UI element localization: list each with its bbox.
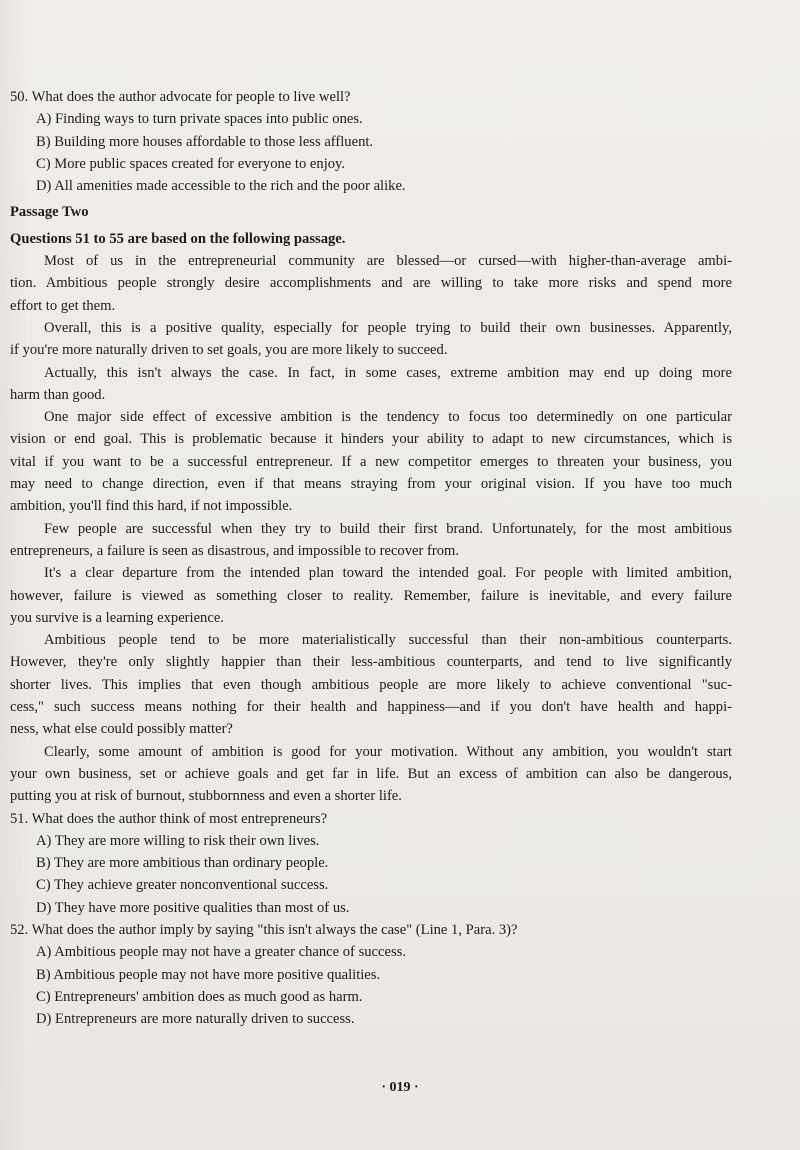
question-50-stem: 50. What does the author advocate for people to live well? (10, 89, 351, 105)
paragraph-7 (10, 629, 732, 740)
paragraph-line: vital if you want to be a successful entrepreneur. If a new competitor emerges to threaten your business, you (10, 453, 732, 470)
paragraph-line: harm than good. (10, 386, 106, 403)
page-number: · 019 · (381, 1080, 419, 1095)
paragraph-line: Overall, this is a positive quality, especially for people trying to build their own businesses. Apparently, (44, 319, 732, 336)
question-52-option-a: A) Ambitious people may not have a greater chance of success. (36, 944, 406, 961)
paragraph-line: tion. Ambitious people strongly desire accomplishments and are willing to take more risks and spend more (10, 275, 732, 292)
question-51-option-a: A) They are more willing to risk their own lives. (36, 832, 320, 849)
question-52-option-c: C) Entrepreneurs' ambition does as much good as harm. (36, 988, 363, 1005)
question-51-option-b: B) They are more ambitious than ordinary people. (36, 855, 329, 872)
paragraph-2 (10, 317, 732, 362)
paragraph-line: ness, what else could possibly matter? (10, 721, 233, 738)
paragraph-line: shorter lives. This implies that even though ambitious people are more likely to achieve conventional "suc- (10, 676, 732, 693)
paragraph-line: may need to change direction, even if that means straying from your original vision. If you have too much (10, 476, 732, 493)
question-50-option-c: C) More public spaces created for everyone to enjoy. (36, 155, 346, 172)
paragraph-line: your own business, set or achieve goals and get far in life. But an excess of ambition can also be dangerous, (10, 765, 732, 782)
paragraph-line: Clearly, some amount of ambition is good for your motivation. Without any ambition, you wouldn't start (44, 743, 732, 760)
paragraph-6 (10, 562, 732, 629)
paragraph-line: putting you at risk of burnout, stubbornness and even a shorter life. (10, 788, 402, 805)
question-52-option-d: D) Entrepreneurs are more naturally driven to success. (36, 1011, 355, 1028)
passage-instructions: Questions 51 to 55 are based on the following passage. (10, 230, 346, 247)
paragraph-line: you survive is a learning experience. (10, 609, 224, 626)
passage-heading: Passage Two (10, 204, 89, 221)
page-content (10, 86, 732, 1030)
paragraph-line: Few people are successful when they try to build their first brand. Unfortunately, for the most ambitious (44, 520, 732, 537)
paragraph-5 (10, 518, 732, 563)
question-50-option-a: A) Finding ways to turn private spaces into public ones. (36, 111, 363, 128)
question-50 (10, 86, 732, 197)
paragraph-1 (10, 250, 732, 317)
question-52-option-b: B) Ambitious people may not have more positive qualities. (36, 966, 381, 983)
question-50-option-b: B) Building more houses affordable to those less affluent. (36, 133, 374, 150)
question-51-option-c: C) They achieve greater nonconventional success. (36, 877, 329, 894)
paragraph-line: however, failure is viewed as something closer to reality. Remember, failure is inevitable, and every failure (10, 587, 732, 604)
paragraph-4 (10, 406, 732, 517)
question-52 (10, 919, 732, 1030)
paragraph-line: vision or end goal. This is problematic because it hinders your ability to adapt to new circumstances, which is (10, 431, 732, 448)
question-52-stem: 52. What does the author imply by saying "this isn't always the case" (Line 1, Para. 3)? (10, 921, 518, 938)
question-51-stem: 51. What does the author think of most entrepreneurs? (10, 810, 328, 827)
paragraph-line: However, they're only slightly happier than their less-ambitious counterparts, and tend to live significantly (10, 654, 732, 671)
paragraph-line: Most of us in the entrepreneurial community are blessed—or cursed—with higher-than-average ambi- (44, 253, 732, 270)
paragraph-line: if you're more naturally driven to set goals, you are more likely to succeed. (10, 342, 448, 359)
question-51-option-d: D) They have more positive qualities than most of us. (36, 899, 350, 916)
passage-body (10, 250, 732, 807)
paragraph-line: effort to get them. (10, 297, 116, 314)
paragraph-line: Ambitious people tend to be more materialistically successful than their non-ambitious counterparts. (44, 632, 732, 649)
paragraph-line: Actually, this isn't always the case. In fact, in some cases, extreme ambition may end up doing more (44, 364, 732, 381)
question-50-option-d: D) All amenities made accessible to the rich and the poor alike. (36, 178, 406, 195)
paragraph-3 (10, 362, 732, 407)
paragraph-line: cess," such success means nothing for their health and happiness—and if you don't have health and happi- (10, 699, 732, 716)
paragraph-line: One major side effect of excessive ambition is the tendency to focus too determinedly on one particular (44, 409, 732, 426)
paragraph-line: entrepreneurs, a failure is seen as disastrous, and impossible to recover from. (10, 542, 460, 559)
paragraph-8 (10, 741, 732, 808)
paragraph-line: It's a clear departure from the intended plan toward the intended goal. For people with limited ambition, (44, 565, 732, 582)
question-51 (10, 808, 732, 919)
paragraph-line: ambition, you'll find this hard, if not impossible. (10, 498, 293, 515)
